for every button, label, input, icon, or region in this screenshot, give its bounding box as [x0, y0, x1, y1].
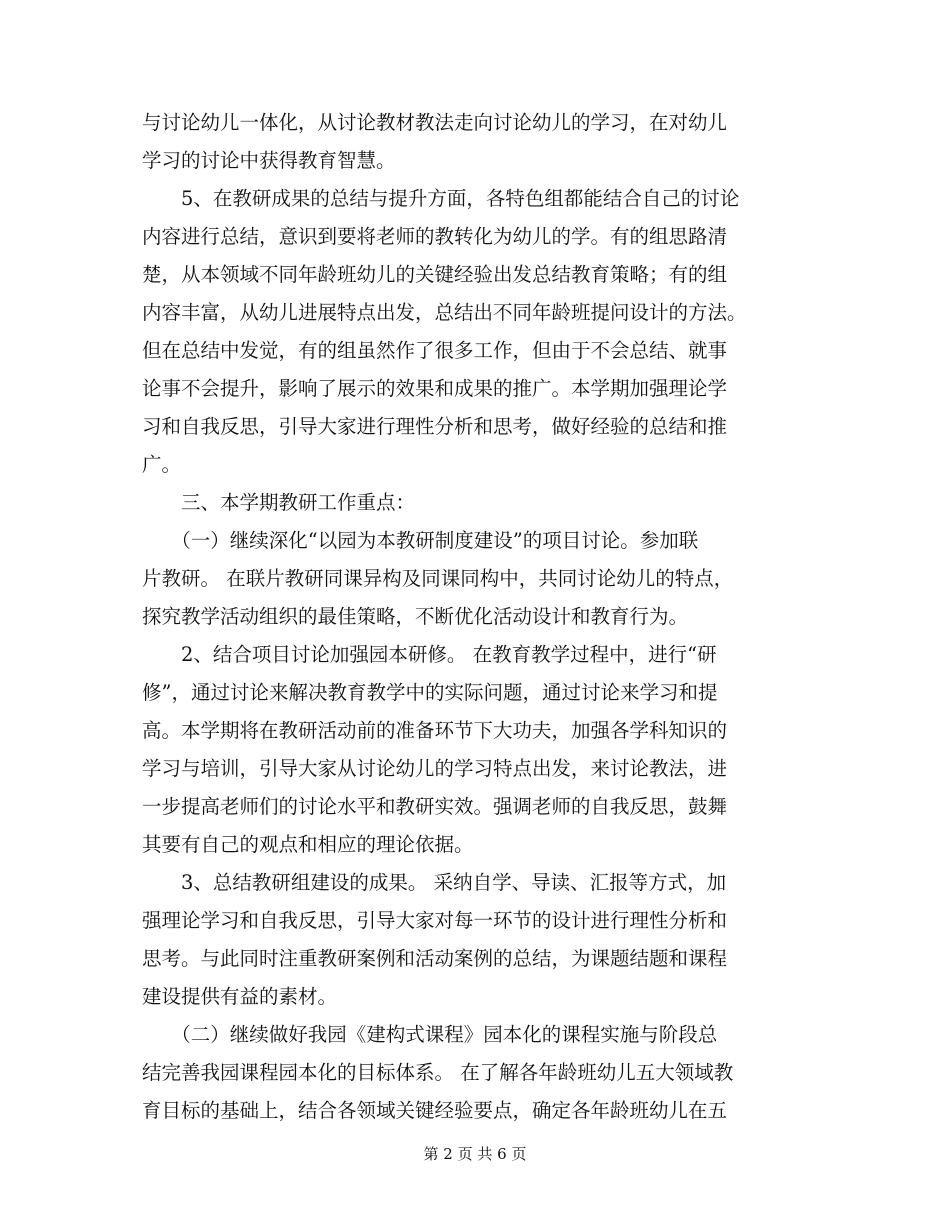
- section-heading: 三、本学期教研工作重点：: [142, 491, 416, 514]
- text-line-20: 其要有自己的观点和相应的理论依据。: [142, 833, 474, 856]
- page-number-footer: 第 2 页 共 6 页: [423, 1145, 527, 1163]
- text-line-8: 论事不会提升，影响了展示的效果和成果的推广。本学期加强理论学: [142, 377, 728, 400]
- text-line-2: 学习的讨论中获得教育智慧。: [142, 149, 396, 172]
- text-line-24: 建设提供有益的素材。: [142, 985, 338, 1008]
- text-line-4: 内容进行总结，意识到要将老师的教转化为幼儿的学。有的组思路清: [142, 225, 728, 248]
- body-text: [142, 104, 807, 1130]
- text-line-6: 内容丰富，从幼儿进展特点出发，总结出不同年龄班提问设计的方法。: [142, 301, 747, 324]
- text-line-15: 2、结合项目讨论加强园本研修。 在教育教学过程中，进行“研: [142, 643, 717, 666]
- text-line-1: 与讨论幼儿一体化，从讨论教材教法走向讨论幼儿的学习，在对幼儿: [142, 111, 728, 134]
- text-line-25: （二）继续做好我园《建构式课程》园本化的课程实施与阶段总: [142, 1023, 718, 1046]
- text-line-19: 一步提高老师们的讨论水平和教研实效。强调老师的自我反思，鼓舞: [142, 795, 728, 818]
- text-line-27: 育目标的基础上，结合各领域关键经验要点，确定各年龄班幼儿在五: [142, 1099, 728, 1122]
- text-line-7: 但在总结中发觉，有的组虽然作了很多工作，但由于不会总结、就事: [142, 339, 728, 362]
- text-line-5: 楚，从本领域不同年龄班幼儿的关键经验出发总结教育策略；有的组: [142, 263, 728, 286]
- text-line-16: 修”，通过讨论来解决教育教学中的实际问题，通过讨论来学习和提: [142, 681, 718, 704]
- text-line-17: 高。本学期将在教研活动前的准备环节下大功夫，加强各学科知识的: [142, 719, 728, 742]
- text-line-26: 结完善我园课程园本化的目标体系。 在了解各年龄班幼儿五大领域教: [142, 1061, 734, 1084]
- text-line-9: 习和自我反思，引导大家进行理性分析和思考，做好经验的总结和推: [142, 415, 728, 438]
- text-line-13: 片教研。 在联片教研同课异构及同课同构中，共同讨论幼儿的特点，: [142, 567, 734, 590]
- text-line-3: 5、在教研成果的总结与提升方面，各特色组都能结合自己的讨论: [142, 187, 740, 210]
- text-line-14: 探究教学活动组织的最佳策略，不断优化活动设计和教育行为。: [142, 605, 689, 628]
- text-line-23: 思考。与此同时注重教研案例和活动案例的总结，为课题结题和课程: [142, 947, 728, 970]
- text-line-21: 3、总结教研组建设的成果。 采纳自学、导读、汇报等方式，加: [142, 871, 727, 894]
- text-line-12: （一）继续深化“以园为本教研制度建设”的项目讨论。参加联: [142, 529, 699, 552]
- text-line-10: 广。: [142, 453, 182, 476]
- text-line-22: 强理论学习和自我反思，引导大家对每一环节的设计进行理性分析和: [142, 909, 728, 932]
- text-line-18: 学习与培训，引导大家从讨论幼儿的学习特点出发，来讨论教法，进: [142, 757, 728, 780]
